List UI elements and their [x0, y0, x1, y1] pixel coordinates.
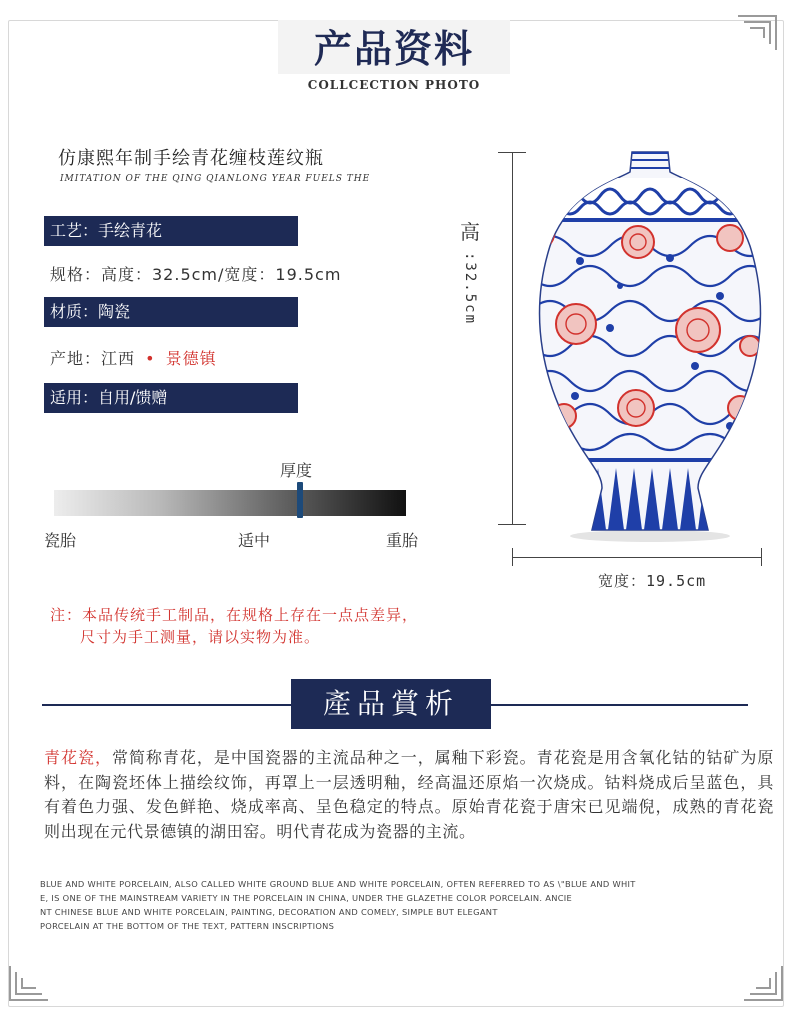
- thickness-right-label: 重胎: [386, 531, 419, 550]
- corner-ornament-bottom-left: [6, 962, 50, 1006]
- thickness-left-label: 瓷胎: [44, 531, 77, 550]
- height-label: 高: [460, 220, 480, 244]
- analysis-english-line-4: PORCELAIN AT THE BOTTOM OF THE TEXT, PATTERN INSCRIPTIONS: [40, 921, 335, 931]
- thickness-marker: [297, 482, 303, 518]
- vase-image: [520, 146, 780, 546]
- spec-material: 材质：陶瓷: [44, 297, 298, 327]
- thickness-label: 厚度: [280, 461, 313, 480]
- analysis-highlight: 青花瓷，: [44, 748, 112, 767]
- width-dimension-tick-left: [512, 548, 513, 566]
- width-dimension-tick-right: [761, 548, 762, 566]
- height-dimension-line: [512, 152, 513, 524]
- analysis-body: 常简称青花，是中国瓷器的主流品种之一，属釉下彩瓷。青花瓷是用含氧化钴的钴矿为原料，在陶瓷坯体上描绘纹饰，再罩上一层透明釉，经高温还原焰一次烧成。钴料烧成后呈蓝色，具有着色力强、发色鲜艳、烧成率高、呈色稳定的特点。原始青花瓷于唐宋已见端倪，成熟的青花瓷则出现在元代景德镇的湖田窑。明代青花成为瓷器的主流。: [44, 748, 774, 841]
- width-dimension-line: [512, 557, 762, 558]
- page-subtitle: COLLCECTION PHOTO: [307, 78, 481, 92]
- product-name: 仿康熙年制手绘青花缠枝莲纹瓶: [58, 148, 324, 169]
- corner-ornament-top-right: [736, 10, 780, 54]
- note-line-2: 尺寸为手工测量，请以实物为准。: [80, 628, 321, 646]
- spec-usage: 适用：自用/馈赠: [44, 383, 298, 413]
- note-line-1: 注：本品传统手工制品，在规格上存在一点点差异，: [50, 606, 419, 624]
- page-title: 产品资料: [313, 26, 474, 71]
- spec-origin-dot: •: [145, 349, 156, 368]
- width-label: 宽度：19.5cm: [598, 572, 707, 590]
- spec-origin-city: 景德镇: [165, 349, 217, 368]
- analysis-english-line-2: E, IS ONE OF THE MAINSTREAM VARIETY IN THE PORCELAIN IN CHINA, UNDER THE GLAZETHE COLOR PORCELAIN. ANCIE: [40, 893, 573, 903]
- spec-craft: 工艺：手绘青花: [44, 216, 298, 246]
- analysis-english-line-1: BLUE AND WHITE PORCELAIN, ALSO CALLED WHITE GROUND BLUE AND WHITE PORCELAIN, OFTEN REFERRED TO AS \"BLUE AND WHIT: [40, 879, 636, 889]
- height-value: :32.5cm: [462, 252, 478, 326]
- spec-origin: [50, 346, 217, 369]
- thickness-middle-label: 适中: [238, 531, 271, 550]
- analysis-english-line-3: NT CHINESE BLUE AND WHITE PORCELAIN, PAINTING, DECORATION AND COMELY, SIMPLE BUT ELEGANT: [40, 907, 498, 917]
- spec-size: 规格：高度：32.5cm/宽度：19.5cm: [50, 265, 342, 284]
- product-english-name: IMITATION OF THE QING QIANLONG YEAR FUELS THE: [60, 174, 371, 184]
- corner-ornament-bottom-right: [742, 962, 786, 1006]
- analysis-paragraph: [44, 746, 774, 844]
- thickness-gradient-bar: [54, 490, 406, 516]
- section-title: 產品賞析: [291, 679, 491, 729]
- spec-origin-label: 产地：江西: [50, 349, 136, 368]
